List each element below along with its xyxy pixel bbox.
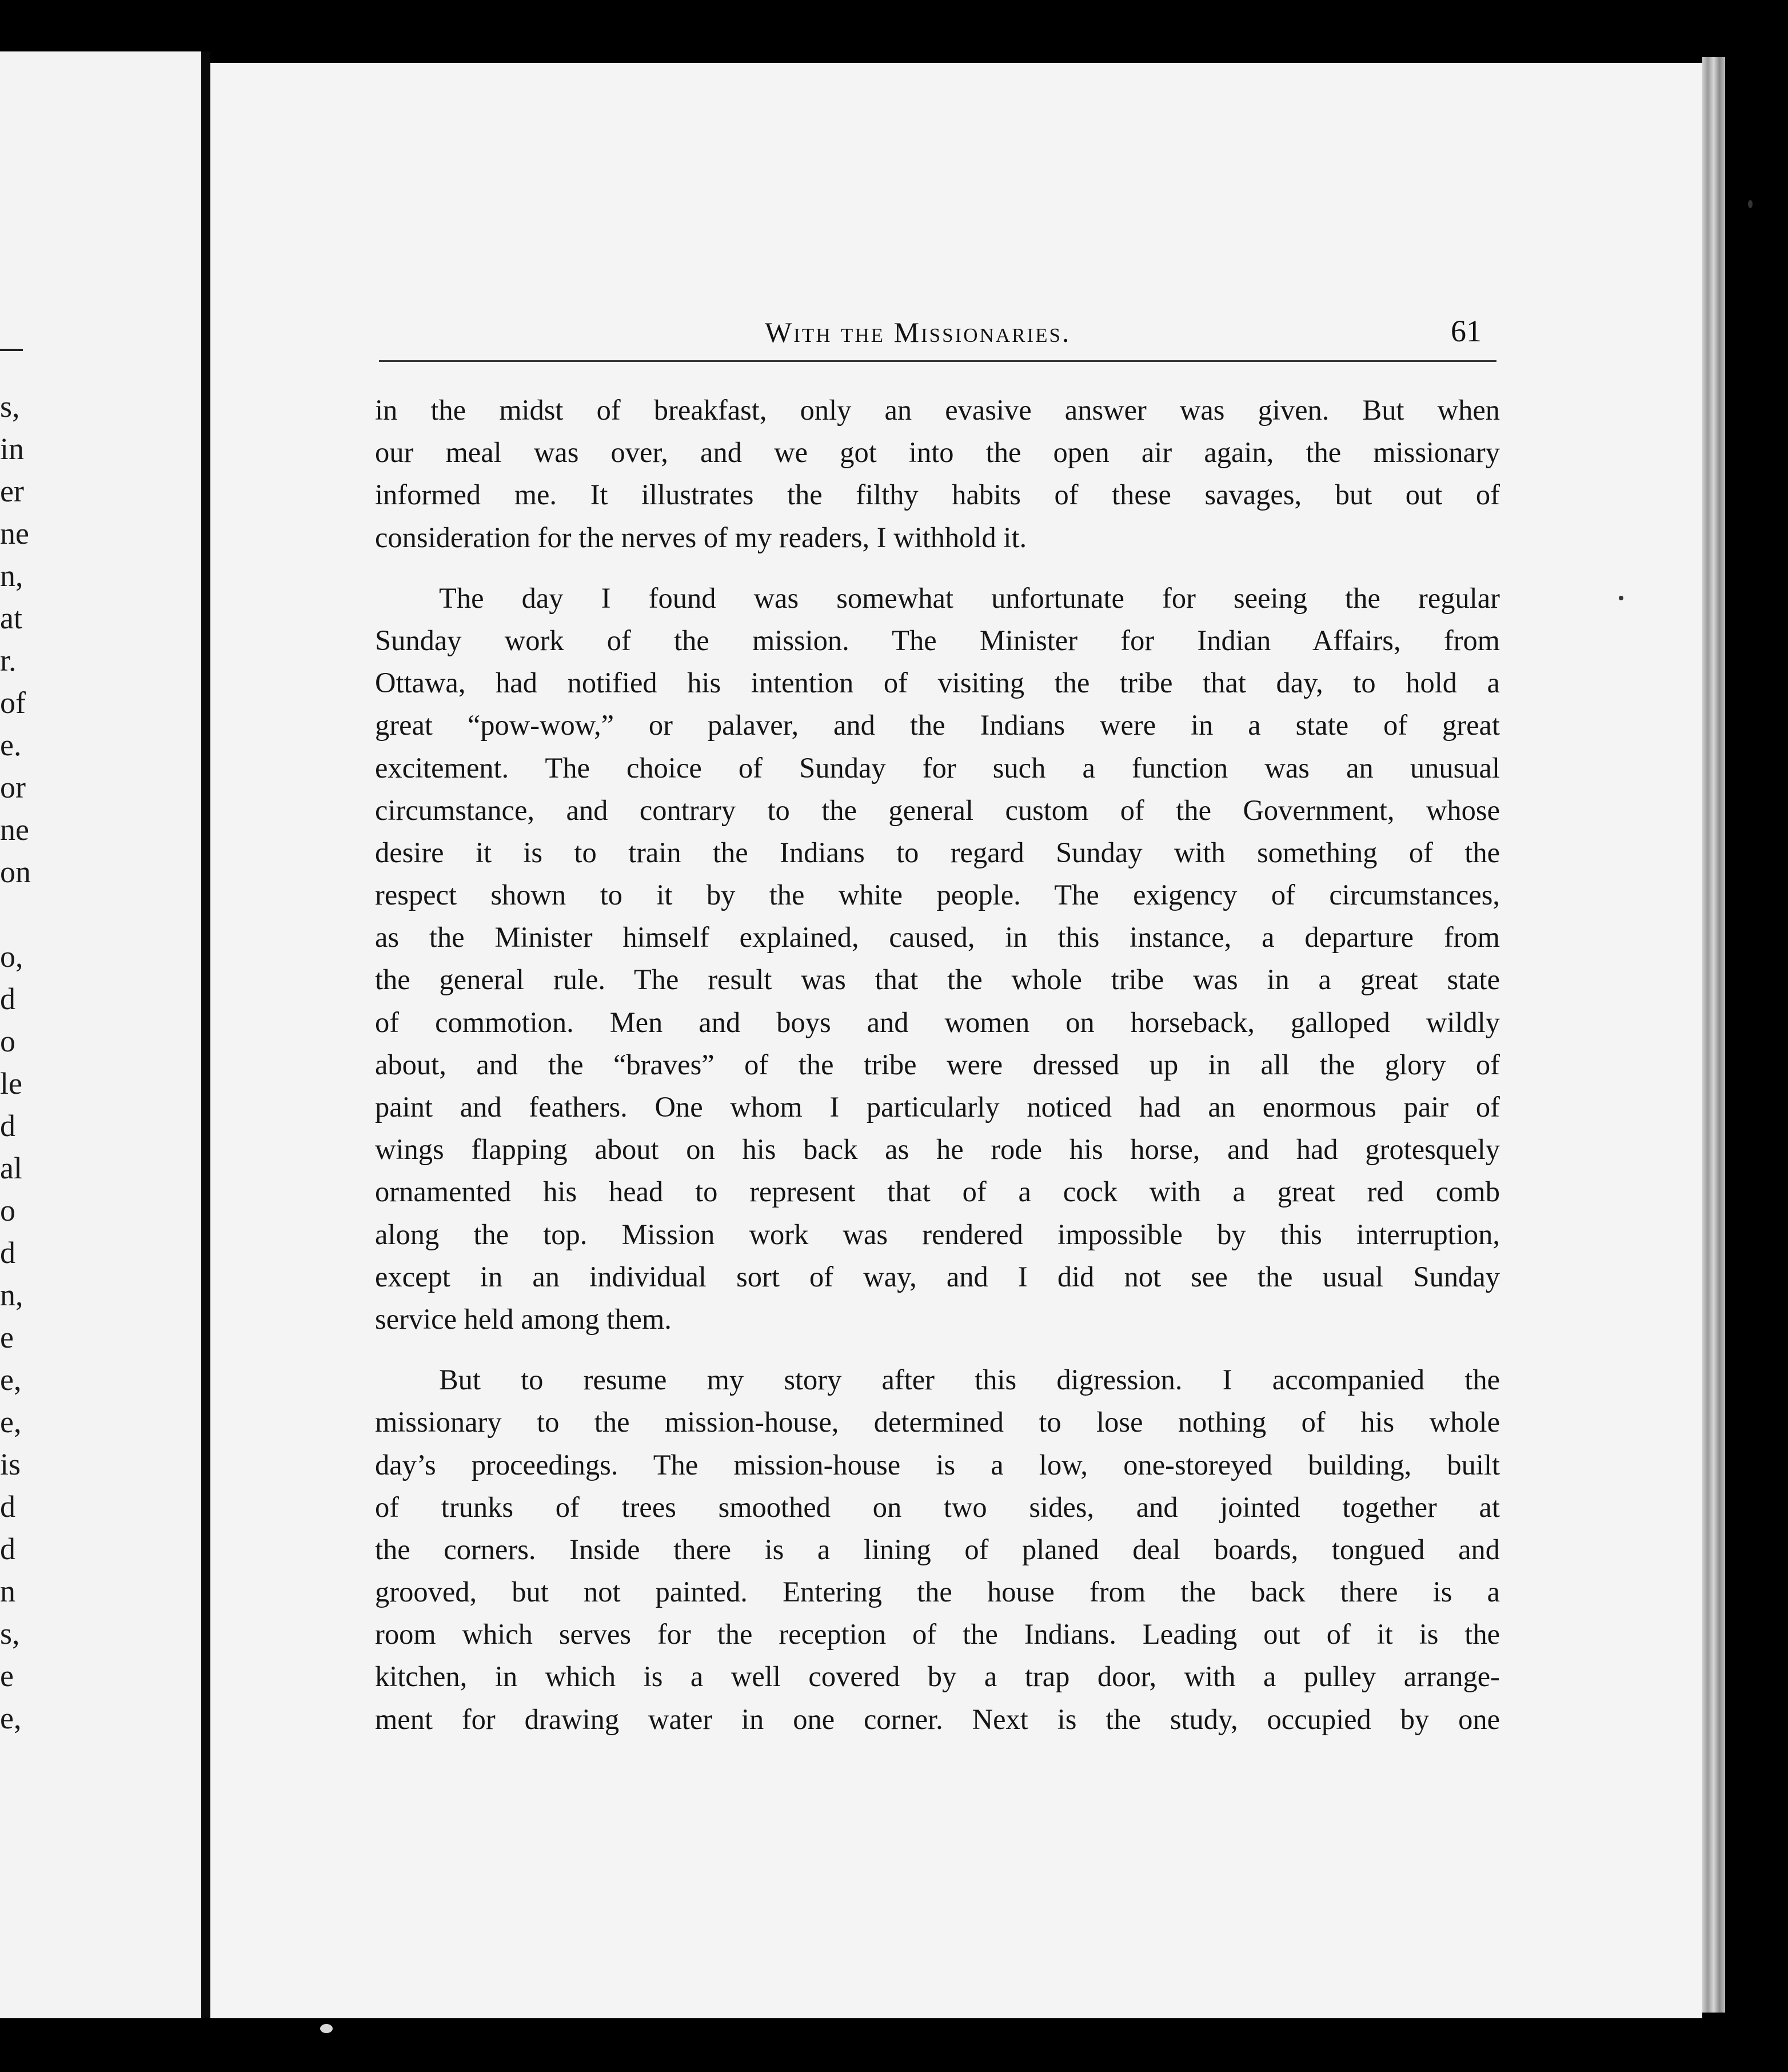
text-line: The day I found was somewhat unfortunate for seeing the regular: [439, 581, 1500, 614]
page-stack-edge: [1702, 57, 1725, 2013]
line-end-fragment: e,: [0, 1362, 22, 1397]
line-end-fragment: d: [0, 1236, 15, 1270]
line-end-fragment: o: [0, 1024, 15, 1058]
line-end-fragment: in: [0, 432, 25, 466]
text-line: room which serves for the reception of the Indians. Leading out of it is the: [375, 1618, 1500, 1651]
line-end-fragment: er: [0, 474, 24, 508]
line-end-fragment: ne: [0, 516, 29, 551]
line-end-fragment: is: [0, 1447, 21, 1481]
line-end-fragment: n,: [0, 559, 23, 593]
text-line: Ottawa, had notified his intention of visiting the tribe that day, to hold a: [375, 667, 1500, 699]
body-text: [375, 389, 1500, 1759]
text-line: of trunks of trees smoothed on two sides, and jointed together at: [375, 1491, 1500, 1523]
line-end-fragment: d: [0, 1109, 15, 1143]
text-line: wings flapping about on his back as he rode his horse, and had grotesquely: [375, 1133, 1500, 1166]
running-head: [210, 316, 1702, 361]
line-end-fragment: al: [0, 1151, 22, 1185]
text-line: as the Minister himself explained, caused, in this instance, a departure from: [375, 921, 1500, 954]
text-line: missionary to the mission-house, determined to lose nothing of his whole: [375, 1406, 1500, 1439]
line-end-fragment: s,: [0, 389, 20, 424]
line-end-fragment: o: [0, 1193, 15, 1228]
line-end-fragment: n,: [0, 1278, 23, 1312]
line-end-fragment: at: [0, 601, 22, 635]
line-end-fragment: e.: [0, 728, 22, 762]
text-line: circumstance, and contrary to the general custom of the Government, whose: [375, 794, 1500, 826]
line-end-fragment: on: [0, 855, 31, 889]
line-end-fragment: ne: [0, 812, 29, 847]
previous-page-edge: [0, 51, 201, 2018]
line-end-fragment: of: [0, 686, 26, 720]
scan-speck: [320, 2024, 333, 2033]
text-line: service held among them.: [375, 1302, 672, 1335]
line-end-fragment: e: [0, 1659, 14, 1693]
line-end-fragment: or: [0, 770, 26, 804]
text-line: respect shown to it by the white people. The exigency of circumstances,: [375, 879, 1500, 911]
text-line: desire it is to train the Indians to regard Sunday with something of the: [375, 836, 1500, 868]
scan-speck: [1748, 200, 1753, 208]
running-title: With the Missionaries.: [765, 316, 1071, 348]
text-line: ment for drawing water in one corner. Next is the study, occupied by one: [375, 1703, 1500, 1735]
text-line: ornamented his head to represent that of a cock with a great red comb: [375, 1176, 1500, 1208]
text-line: along the top. Mission work was rendered impossible by this interruption,: [375, 1218, 1500, 1250]
page-number: 61: [1451, 314, 1482, 348]
line-end-fragment: o,: [0, 939, 23, 974]
text-line: the general rule. The result was that the whole tribe was in a great state: [375, 963, 1500, 996]
line-end-fragment: e: [0, 1320, 14, 1354]
line-end-fragment: e,: [0, 1701, 22, 1735]
line-end-fragment: s,: [0, 1616, 20, 1651]
scan-speck: [1619, 596, 1623, 600]
line-end-fragment: le: [0, 1066, 22, 1101]
text-line: But to resume my story after this digression. I accompanied the: [439, 1364, 1500, 1396]
text-line: about, and the “braves” of the tribe were dressed up in all the glory of: [375, 1048, 1500, 1081]
line-end-fragment: r.: [0, 643, 17, 678]
line-end-fragment: d: [0, 1532, 15, 1566]
text-line: paint and feathers. One whom I particularly noticed had an enormous pair of: [375, 1091, 1500, 1123]
paragraph: [375, 577, 1500, 1340]
page: [210, 63, 1702, 2018]
text-line: except in an individual sort of way, and I did not see the usual Sunday: [375, 1260, 1500, 1293]
text-line: informed me. It illustrates the filthy habits of these savages, but out of: [375, 479, 1500, 511]
text-line: the corners. Inside there is a lining of planed deal boards, tongued and: [375, 1533, 1500, 1565]
previous-page-rule: [0, 349, 23, 351]
text-line: Sunday work of the mission. The Minister for Indian Affairs, from: [375, 624, 1500, 656]
text-line: our meal was over, and we got into the open air again, the missionary: [375, 436, 1500, 469]
text-line: great “pow-wow,” or palaver, and the Indians were in a state of great: [375, 709, 1500, 742]
text-line: grooved, but not painted. Entering the house from the back there is a: [375, 1576, 1500, 1608]
line-end-fragment: d: [0, 1489, 15, 1524]
text-line: in the midst of breakfast, only an evasive answer was given. But when: [375, 394, 1500, 426]
text-line: consideration for the nerves of my readers, I withhold it.: [375, 521, 1027, 553]
book-gutter: [201, 51, 210, 2018]
text-line: of commotion. Men and boys and women on horseback, galloped wildly: [375, 1006, 1500, 1038]
text-line: kitchen, in which is a well covered by a trap door, with a pulley arrange-: [375, 1660, 1500, 1693]
line-end-fragment: n: [0, 1574, 15, 1608]
paragraph: [375, 1358, 1500, 1740]
text-line: day’s proceedings. The mission-house is a low, one-storeyed building, built: [375, 1448, 1500, 1481]
text-line: excitement. The choice of Sunday for such a function was an unusual: [375, 751, 1500, 784]
line-end-fragment: e,: [0, 1405, 22, 1439]
line-end-fragment: d: [0, 982, 15, 1016]
header-rule: [379, 360, 1496, 362]
paragraph: [375, 389, 1500, 559]
